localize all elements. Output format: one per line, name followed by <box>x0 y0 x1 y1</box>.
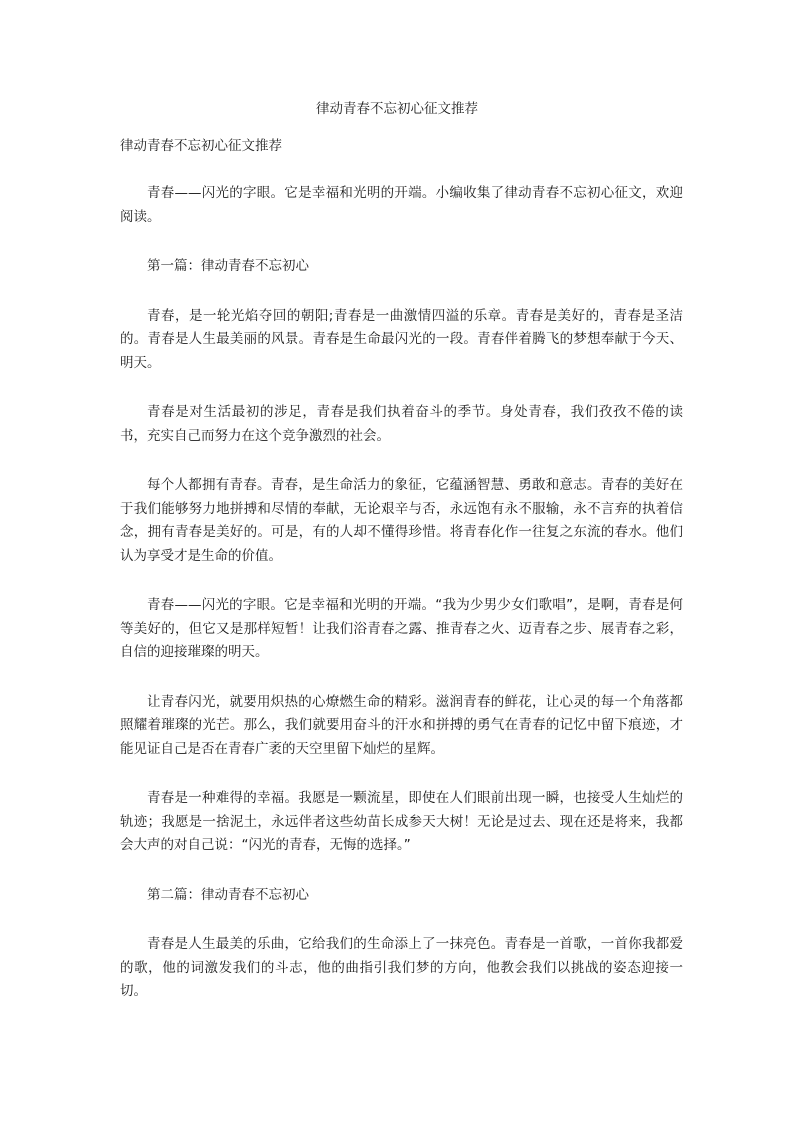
document-title: 律动青春不忘初心征文推荐 <box>316 101 478 117</box>
body-paragraph: 青春，是一轮光焰夺回的朝阳;青春是一曲激情四溢的乐章。青春是美好的，青春是圣洁的。青春是人生最美丽的风景。青春是生命最闪光的一段。青春伴着腾飞的梦想奉献于今天、明天。 <box>120 307 683 371</box>
section-heading-1: 第一篇：律动青春不忘初心 <box>147 258 309 274</box>
document-body <box>120 182 683 1030</box>
intro-paragraph: 青春——闪光的字眼。它是幸福和光明的开端。小编收集了律动青春不忘初心征文，欢迎阅读。 <box>120 185 683 225</box>
body-paragraph: 青春是人生最美的乐曲，它给我们的生命添上了一抹亮色。青春是一首歌，一首你我都爱的歌，他的词激发我们的斗志，他的曲指引我们梦的方向，他教会我们以挑战的姿态迎接一切。 <box>120 936 683 999</box>
body-paragraph: 青春是对生活最初的涉足，青春是我们执着奋斗的季节。身处青春，我们孜孜不倦的读书，充实自己而努力在这个竞争激烈的社会。 <box>120 404 683 444</box>
body-paragraph: 青春——闪光的字眼。它是幸福和光明的开端。“我为少男少女们歌唱”，是啊，青春是何等美好的，但它又是那样短暂！让我们浴青春之露、推青春之火、迈青春之步、展青春之彩，自信的迎接璀璨的明天。 <box>120 597 683 660</box>
body-paragraph: 让青春闪光，就要用炽热的心燎燃生命的精彩。滋润青春的鲜花，让心灵的每一个角落都照耀着璀璨的光芒。那么，我们就要用奋斗的汗水和拼搏的勇气在青春的记忆中留下痕迹，才能见证自己是否在青春广袤的天空里留下灿烂的星辉。 <box>120 693 683 757</box>
body-paragraph: 每个人都拥有青春。青春，是生命活力的象征，它蕴涵智慧、勇敢和意志。青春的美好在于我们能够努力地拼搏和尽情的奉献，无论艰辛与否，永远饱有永不服输，永不言弃的执着信念，拥有青春是美好的。可是，有的人却不懂得珍惜。将青春化作一往复之东流的春水。他们认为享受才是生命的价值。 <box>120 477 683 564</box>
section-heading-2: 第二篇：律动青春不忘初心 <box>147 886 309 903</box>
document-subtitle: 律动青春不忘初心征文推荐 <box>120 138 282 154</box>
body-paragraph: 青春是一种难得的幸福。我愿是一颗流星，即使在人们眼前出现一瞬，也接受人生灿烂的轨迹；我愿是一捨泥土，永远伴者这些幼苗长成参天大树！无论是过去、现在还是将来，我都会大声的对自己说：“闪光的青春，无悔的选择。” <box>120 790 683 853</box>
